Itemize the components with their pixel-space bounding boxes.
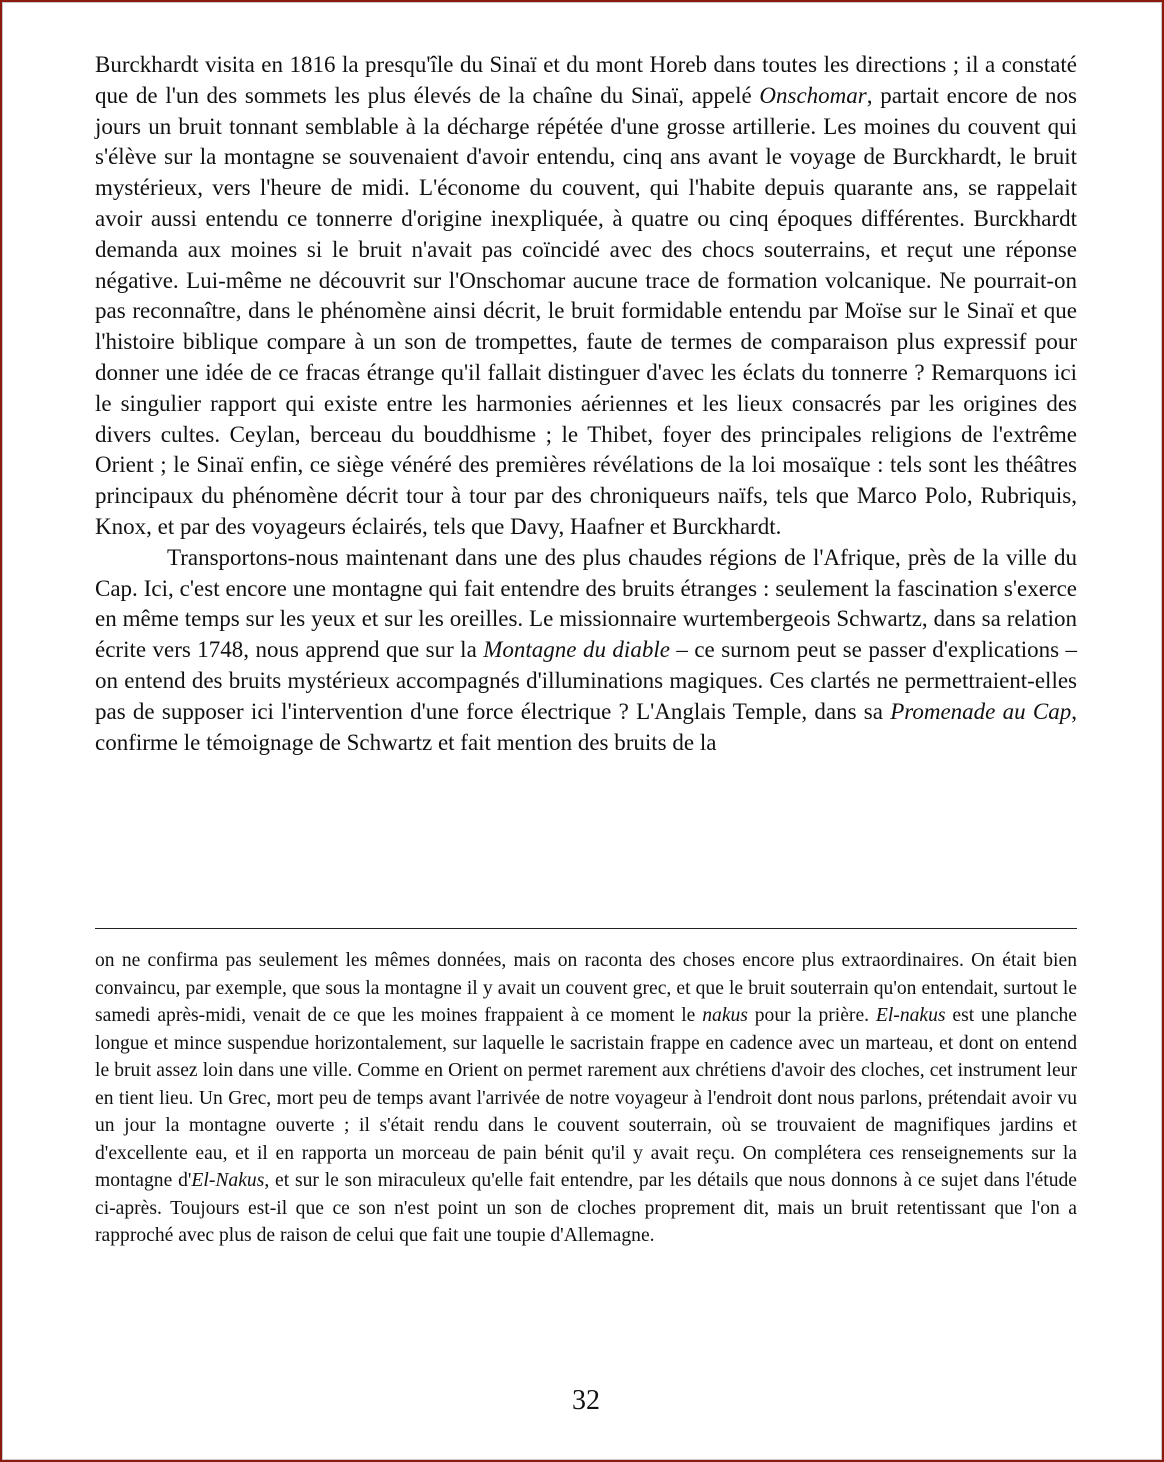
footnote-text-g: , et sur le son miraculeux qu'elle fait entendre, par les détails que nous donnons à ce sujet dans l'étude ci-après. Toujours est-il que ce son n'est point un son de cloches proprement dit, mais un bruit retentissant que l'on a rapproché avec plus de raison de celui que fait une toupie d'Allemagne. [95, 1170, 1077, 1246]
footnote-italic-nakus: nakus [702, 1005, 748, 1026]
footnote-text-a: on ne confirma pas seulement les mêmes données, mais on raconta des choses encore plus extraordinaires. On était bien convaincu, par exemple, que sous la montagne il y avait un couvent grec, et que le bruit souterrain qu'on entendait, surtout le samedi après-midi, venait de ce que les moines frappaient à ce moment le [95, 950, 1077, 1026]
footnote-rule [95, 928, 1077, 929]
paragraph-1-italic-onschomar: Onschomar [759, 82, 867, 108]
paragraph-1-text-a: Burckhardt visita en 1816 la presqu'île du Sinaï et du mont Horeb dans toutes les directions ; il a constaté que de l'un des sommets les plus élevés de la chaîne du Sinaï, appelé [95, 52, 1077, 108]
footnote-italic-el-nakus-2: El-Nakus [191, 1170, 265, 1191]
paragraph-2-text-a: Transportons-nous maintenant dans une des plus chaudes régions de l'Afrique, près de la ville du Cap. Ici, c'est encore une montagne qui fait entendre des bruits étranges : seulement la fascination s'exerce en même temps sur les yeux et sur les oreilles. Le missionnaire wurtembergeois Schwartz, dans sa relation écrite vers 1748, nous apprend que sur la [95, 544, 1077, 663]
footnote-text-c: pour la prière. [747, 1005, 876, 1026]
main-text [95, 50, 1077, 758]
page-number: 32 [572, 1385, 600, 1416]
footnote [95, 947, 1077, 1250]
paragraph-1 [95, 50, 1077, 543]
footnote-text-e: est une planche longue et mince suspendue horizontalement, sur laquelle le sacristain frappe en cadence avec un marteau, et dont on entend le bruit assez loin dans une ville. Comme en Orient on permet rarement aux chrétiens d'avoir des cloches, cet instrument leur en tient lieu. Un Grec, mort peu de temps avant l'arrivée de notre voyageur à l'endroit dont nous parlons, prétendait avoir vu un jour la montagne ouverte ; il s'était rendu dans le couvent souterrain, où se trouvaient de magnifiques jardins et d'excellente eau, et il en rapporta un morceau de pain bénit qu'il y avait reçu. On complétera ces renseignements sur la montagne d' [95, 1005, 1078, 1191]
paragraph-2-text-c: – ce surnom peut se passer d'explications – on entend des bruits mystérieux accompagnés d'illuminations magiques. Ces clartés ne permettraient-elles pas de supposer ici l'intervention d'une force électrique ? L'Anglais Temple, dans sa [95, 637, 1078, 724]
footnote-italic-el-nakus: El-nakus [875, 1005, 946, 1026]
paragraph-2-italic-promenade: Promenade au Cap [890, 698, 1072, 724]
document-page [95, 50, 1078, 1416]
paragraph-2-text-e: , confirme le témoignage de Schwartz et fait mention des bruits de la [95, 698, 1078, 755]
paragraph-1-text-c: , partait encore de nos jours un bruit tonnant semblable à la décharge répétée d'une grosse artillerie. Les moines du couvent qui s'élève sur la montagne se souvenaient d'avoir entendu, cinq ans avant le voyage de Burckhardt, le bruit mystérieux, vers l'heure de midi. L'économe du couvent, qui l'habite depuis quarante ans, se rappelait avoir aussi entendu ce tonnerre d'origine inexpliquée, à quatre ou cinq époques différentes. Burckhardt demanda aux moines si le bruit n'avait pas coïncidé avec des chocs souterrains, et reçut une réponse négative. Lui-même ne découvrit sur l'Onschomar aucune trace de formation volcanique. Ne pourrait-on pas reconnaître, dans le phénomène ainsi décrit, le bruit formidable entendu par Moïse sur le Sinaï et que l'histoire biblique compare à un son de trompettes, faute de termes de comparaison plus expressif pour donner une idée de ce fracas étrange qu'il fallait distinguer d'avec les éclats du tonnerre ? Remarquons ici le singulier rapport qui existe entre les harmonies aériennes et les lieux consacrés par les origines des divers cultes. Ceylan, berceau du bouddhisme ; le Thibet, foyer des principales religions de l'extrême Orient ; le Sinaï enfin, ce siège vénéré des premières révélations de la loi mosaïque : tels sont les théâtres principaux du phénomène décrit tour à tour par des chroniqueurs naïfs, tels que Marco Polo, Rubriquis, Knox, et par des voyageurs éclairés, tels que Davy, Haafner et Burckhardt. [95, 82, 1077, 539]
paragraph-2-italic-montagne: Montagne du diable [483, 637, 670, 663]
paragraph-2 [95, 543, 1077, 759]
